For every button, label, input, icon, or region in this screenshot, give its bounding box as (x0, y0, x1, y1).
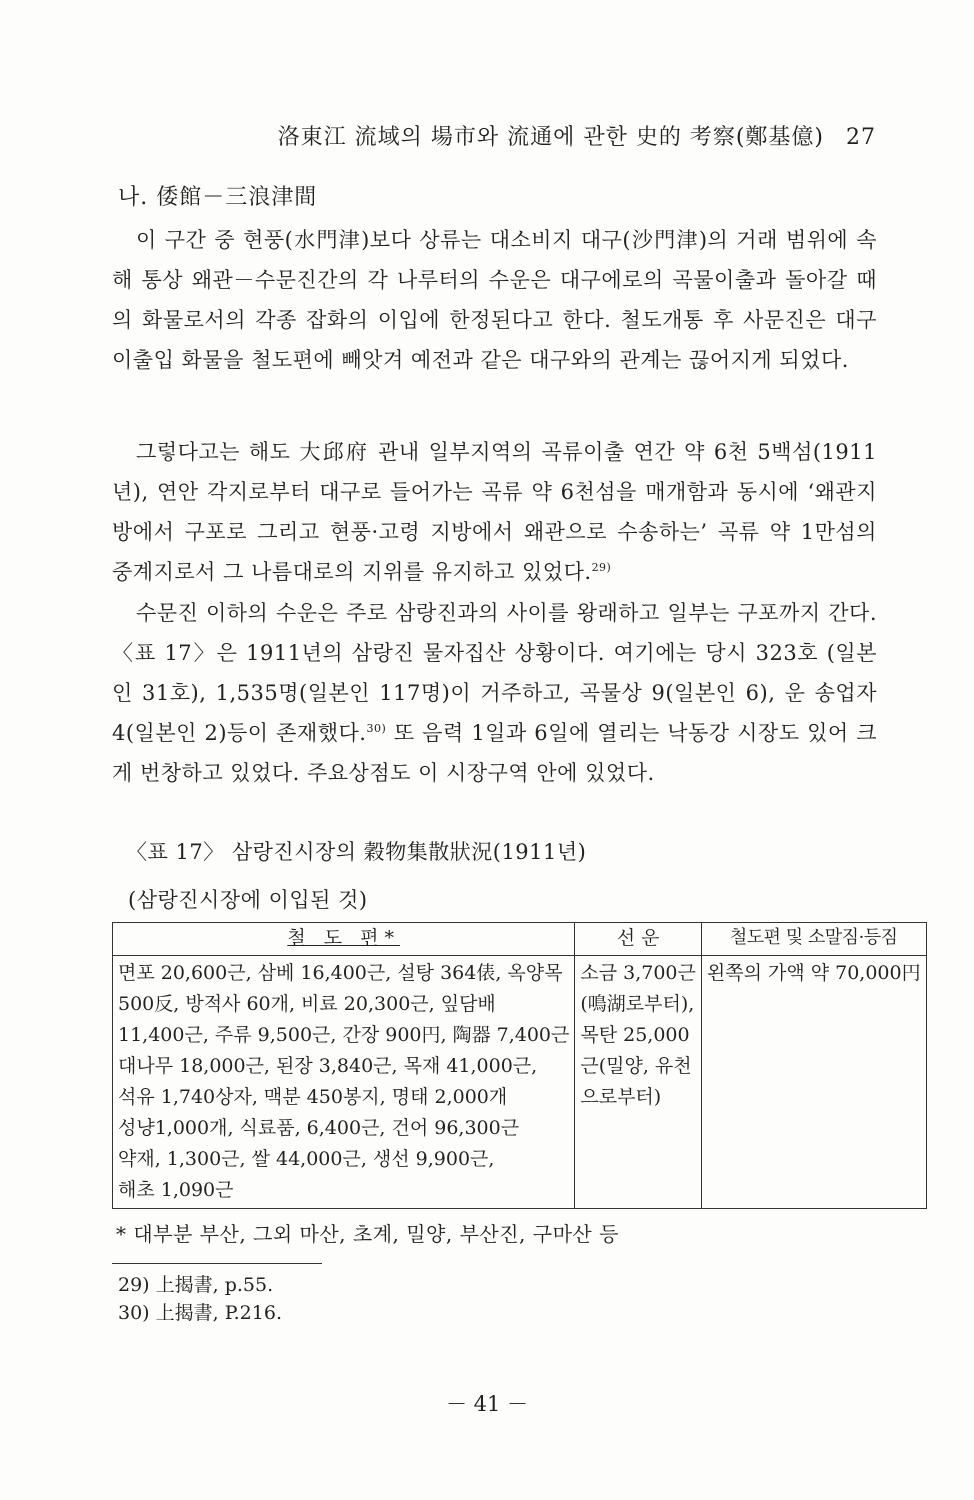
cell-line: (鳴湖로부터), (580, 993, 695, 1015)
paragraph-text (112, 220, 877, 380)
text-line: 송업자4(일본인 2)등이 존재했다. (112, 681, 877, 745)
cell-line: 소금 3,700근 (580, 962, 696, 984)
cell-line: 면포 20,600근, 삼베 16,400근, 설탕 364俵, 옥양목 (118, 962, 563, 984)
footnote-divider (112, 1263, 322, 1264)
text-line: 년), 연안 각지로부터 대구로 들어가는 곡류 약 6천섬을 매개함과 동시에 (112, 480, 800, 504)
header-title: 洛東江 流域의 場市와 流通에 관한 史的 考察(鄭基億) (277, 125, 824, 150)
cell-line: 목탄 25,000 (580, 1024, 690, 1046)
footnote-29: 29) 上揭書, p.55. (118, 1274, 274, 1296)
text-line: 이 구간 중 현풍(水門津)보다 상류는 대소비지 대구(沙門津)의 거래 범위에 (136, 228, 849, 252)
table-subcaption: (삼랑진시장에 이입된 것) (128, 888, 368, 912)
shipping-goods-cell (575, 956, 702, 1209)
header-railway: 철 도 편* (113, 923, 575, 956)
rail-pack-goods-cell (701, 956, 926, 1209)
table-header-row (113, 923, 927, 956)
text-line: 때의 화물로서의 각종 잡화의 이입에 한정된다고 한다. 철도개통 후 사문진은 (112, 268, 877, 332)
cell-line: 으로부터) (580, 1086, 662, 1108)
text-line: 있어 크게 번창하고 있었다. 주요상점도 이 시장구역 안에 있었다. (112, 721, 877, 785)
cell-line: 500反, 방적사 60개, 비료 20,300근, 잎담배 (118, 993, 496, 1015)
paragraph-text (112, 432, 877, 592)
cell-line: 해초 1,090근 (118, 1179, 234, 1201)
railway-goods-cell (113, 956, 575, 1209)
running-header (0, 120, 876, 151)
table-note: * 대부분 부산, 그외 마산, 초계, 밀양, 부산진, 구마산 등 (116, 1222, 619, 1246)
cell-line: 11,400근, 주류 9,500근, 간장 900円, 陶器 7,400근 (118, 1024, 570, 1046)
table-row (113, 956, 927, 1209)
footnote-ref-30[interactable]: 30) (366, 722, 387, 735)
text-line: ‘왜관지방에서 구포로 그리고 현풍·고령 지방에서 왜관으로 수송하는’ 곡류 (112, 480, 877, 544)
cell-line: 대나무 18,000근, 된장 3,840근, 목재 41,000근, (118, 1055, 538, 1077)
paragraph-1 (112, 220, 877, 380)
cell-line: 약재, 1,300근, 쌀 44,000근, 생선 9,900근, (118, 1148, 495, 1170)
header-shipping: 선 운 (575, 923, 702, 956)
cell-line: 석유 1,740상자, 맥분 450봉지, 명태 2,000개 (118, 1086, 508, 1108)
text-line: 속해 통상 왜관－수문진간의 각 나루터의 수운은 대구에로의 곡물이출과 돌아갈 (112, 228, 878, 292)
text-line: 또 음력 1일과 6일에 열리는 낙동강 시장도 (386, 721, 800, 745)
header-page-number: 27 (846, 125, 876, 150)
goods-table (112, 922, 927, 1209)
section-title: 나. 倭館－三浪津間 (118, 185, 318, 210)
text-line: 약 1만섬의 중계지로서 그 나름대로의 지위를 유지하고 있었다. (112, 520, 877, 584)
cell-line: 왼쪽의 가액 약 70,000円 (706, 962, 921, 984)
cell-line: 근(밀양, 유천 (580, 1055, 692, 1077)
text-line: 수문진 이하의 수운은 주로 삼랑진과의 사이를 왕래하고 일부는 구포까지 (136, 601, 821, 625)
header-rail-and-pack: 철도편 및 소말짐·등짐 (701, 923, 926, 956)
paragraph-2 (112, 432, 877, 592)
page-number: － 41 － (445, 1392, 529, 1416)
paragraph-3 (112, 593, 877, 793)
text-line: 되었다. (779, 348, 849, 372)
text-line: (일본인 31호), 1,535명(일본인 117명)이 거주하고, 곡물상 9(일본인 6), 운 (112, 641, 877, 705)
footnote-30: 30) 上揭書, P.216. (118, 1302, 282, 1324)
paragraph-text (112, 593, 877, 793)
text-line: 대구 이출입 화물을 철도편에 빼앗겨 예전과 같은 대구와의 관계는 끊어지게 (112, 308, 877, 372)
table-caption: 〈표 17〉 삼랑진시장의 穀物集散狀況(1911년) (126, 840, 587, 864)
cell-line: 성냥1,000개, 식료품, 6,400근, 건어 96,300근 (118, 1117, 520, 1139)
text-line: 간다. 〈표 17〉은 1911년의 삼랑진 물자집산 상황이다. 여기에는 당시 323호 (112, 601, 877, 665)
text-line: 그렇다고는 해도 大邱府 관내 일부지역의 곡류이출 연간 약 6천 5백섬(1911 (136, 440, 877, 464)
footnote-ref-29[interactable]: 29) (591, 561, 612, 574)
